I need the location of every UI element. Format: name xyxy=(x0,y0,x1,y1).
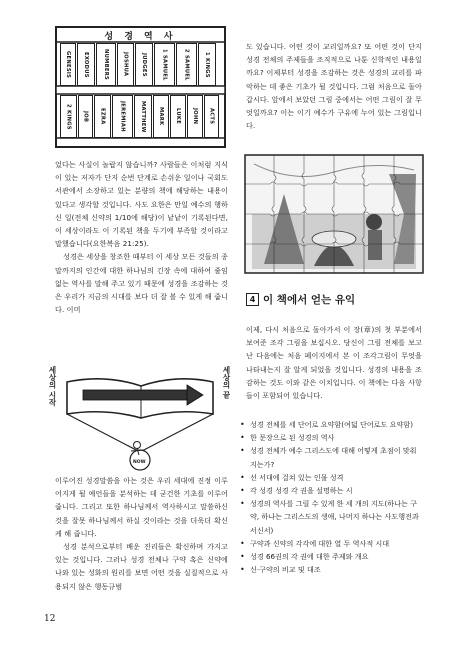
book-title: EZRA xyxy=(99,108,106,125)
paragraph: 이제, 다시 처음으로 돌아가서 이 장(章)의 첫 부분에서 보여준 조각 그림을 보십시오. 당신이 그림 전체를 보고 난 다음에는 처음 페이지에서 본 이 조각그림이 무엇을 나타내는지 잘 알게 되었을 것입니다. 성경의 내용을 조감하는 것도 이와 같은 이치입니다. 이 책에는 다음 사항들이 포함되어 있습니다. xyxy=(246,325,422,401)
book-title: LUKE xyxy=(175,108,181,125)
benefit-item: • 구약과 신약의 각각에 대한 열 두 역사적 시대 xyxy=(240,537,422,550)
book-spine xyxy=(112,95,133,138)
book-title: MARK xyxy=(158,107,164,126)
book-title: 2 KINGS xyxy=(65,103,72,130)
bookshelf-illustration xyxy=(55,26,226,148)
timeline-now-label: NOW xyxy=(133,460,146,465)
book-title: 1 SAMUEL xyxy=(161,48,168,81)
book-title: EXODUS xyxy=(83,51,89,78)
book-spine xyxy=(154,43,175,86)
benefit-item: • 선 서대에 걸쳐 있는 인물 성격 xyxy=(240,471,422,484)
book-title: JOB xyxy=(82,110,89,123)
book-title: 1 KINGS xyxy=(204,51,210,78)
book-spine xyxy=(198,43,216,86)
puzzle-illustration xyxy=(244,154,424,274)
timeline-drawing xyxy=(45,352,235,474)
book-title: ACTS xyxy=(208,108,215,125)
timeline-start-label: 세상의 시작 xyxy=(48,366,57,407)
right-column-text-top xyxy=(246,40,422,132)
book-title: 2 SAMUEL xyxy=(183,48,190,81)
book-title: NUMBERS xyxy=(103,48,109,81)
puzzle-picture xyxy=(244,154,424,274)
book-title: JUDGES xyxy=(141,52,147,77)
paragraph: 성경 분석으로부터 배운 진리들은 확신하며 가지고 있는 것입니다. 그러나 성경 전체나 구약 혹은 신약에 나와 있는 성화의 원리를 보면 어떤 것을 실질적으로 사용되지 않은 행동규범 xyxy=(55,542,228,591)
book-spine xyxy=(117,43,134,86)
left-column-text-2 xyxy=(55,474,228,593)
book-spine xyxy=(60,95,77,138)
book-title: JOHN xyxy=(192,108,198,125)
page-number: 12 xyxy=(44,614,56,624)
benefit-item: • 한 문장으로 된 성경의 역사 xyxy=(240,431,422,444)
paragraph: 도 있습니다. 어떤 것이 교리일까요? 또 어떤 것이 단지 성경 전체의 주제들을 조직적으로 나툰 신학적인 내용일까요? 이제부터 성경을 조감하는 것은 성경의 교리를 파악하는 데 좋은 기초가 될 것입니다. 그럼 처음으로 돌아갑시다. 앞에서 보았던 그림 중에서는 어떤 그림이 잘 무엇일까요? 이는 이기 예수가 구유에 누어 있는 그림입니다. xyxy=(246,42,422,131)
book-spine xyxy=(153,95,169,138)
book-spine xyxy=(134,95,152,138)
benefit-item: • 성경 전체가 예수 그리스도에 대해 어떻게 초점이 맞춰지는가? xyxy=(240,444,422,470)
left-column-text-1 xyxy=(55,158,228,316)
paragraph: 었다는 사실이 놀랍지 않습니까? 사람들은 이처럼 지식이 있는 저자가 단지 순번 단계로 손쉬운 일이나 국회도서관에서 소장하고 있는 분량의 책에 해당하는 내용이 있다고 생각할 것입니다. 사도 요한은 만일 예수의 행하신 일(전체 신약의 1/10에 해당)이 낱낱이 기록된다면, 이 세상이라도 이 기록된 책을 두기에 부족할 것이라고 말했습니다(요한복음 21:25). xyxy=(55,160,228,249)
paragraph: 성경은 세상을 창조한 때부터 이 세상 모든 것들의 종말까지의 인간에 대한 하나님의 긴장 속에 대하여 줄임없는 역사를 말해 주고 있기 때문에 성경을 조감하는 것은 우리가 지금의 시대를 보다 더 잘 볼 수 있게 해 줍니다. 이미 xyxy=(55,252,228,315)
benefit-item: • 성경 전체를 세 단어로 요약함(여덟 단어로도 요약함) xyxy=(240,418,422,431)
paragraph: 이루어진 성경말씀을 아는 것은 우리 세대에 진정 이루어지게 될 예언들을 분석하는 데 굳건한 기초를 이루어 줍니다. 그리고 또한 하나님께서 역사하시고 말씀하신 것을 잘못 하나님께서 하실 것이라는 것을 더욱더 확신케 해 줍니다. xyxy=(55,476,228,538)
book-title: JEREMIAH xyxy=(119,101,126,132)
benefit-item: • 성경의 역사를 그릴 수 있게 한 세 개의 지도(하나는 구약, 하나는 그리스도의 생애, 나머지 하나는 사도행전과 서신서) xyxy=(240,497,422,537)
section-number-box: 4 xyxy=(246,293,259,306)
book-spine xyxy=(60,43,76,86)
timeline-end-label: 세상의 끝 xyxy=(222,366,231,399)
section-title: 이 책에서 얻는 유익 xyxy=(263,294,356,306)
book-spine xyxy=(187,95,203,138)
section-heading xyxy=(246,292,422,307)
book-title: JOSHUA xyxy=(122,52,129,77)
right-column-text-body xyxy=(246,323,422,402)
book-spine xyxy=(96,43,116,86)
book-title: GENESIS xyxy=(65,50,71,79)
benefit-item: • 신·구약의 비교 및 대조 xyxy=(240,563,422,576)
benefit-item: • 성경 66권의 각 권에 대한 주제와 개요 xyxy=(240,550,422,563)
book-spine xyxy=(204,95,219,138)
book-title: MATTHEW xyxy=(140,100,146,133)
book-spine xyxy=(94,95,111,138)
book-spine xyxy=(170,95,186,138)
timeline-diagram xyxy=(45,352,235,474)
bookshelf-title: 성 경 역 사 xyxy=(104,32,177,42)
benefits-list xyxy=(240,418,422,576)
book-spine xyxy=(78,95,93,138)
book-spine xyxy=(77,43,95,86)
benefit-item: • 각 성경 성경 각 권을 설명하는 시 xyxy=(240,484,422,497)
book-spine xyxy=(135,43,153,86)
book-spine xyxy=(176,43,197,86)
